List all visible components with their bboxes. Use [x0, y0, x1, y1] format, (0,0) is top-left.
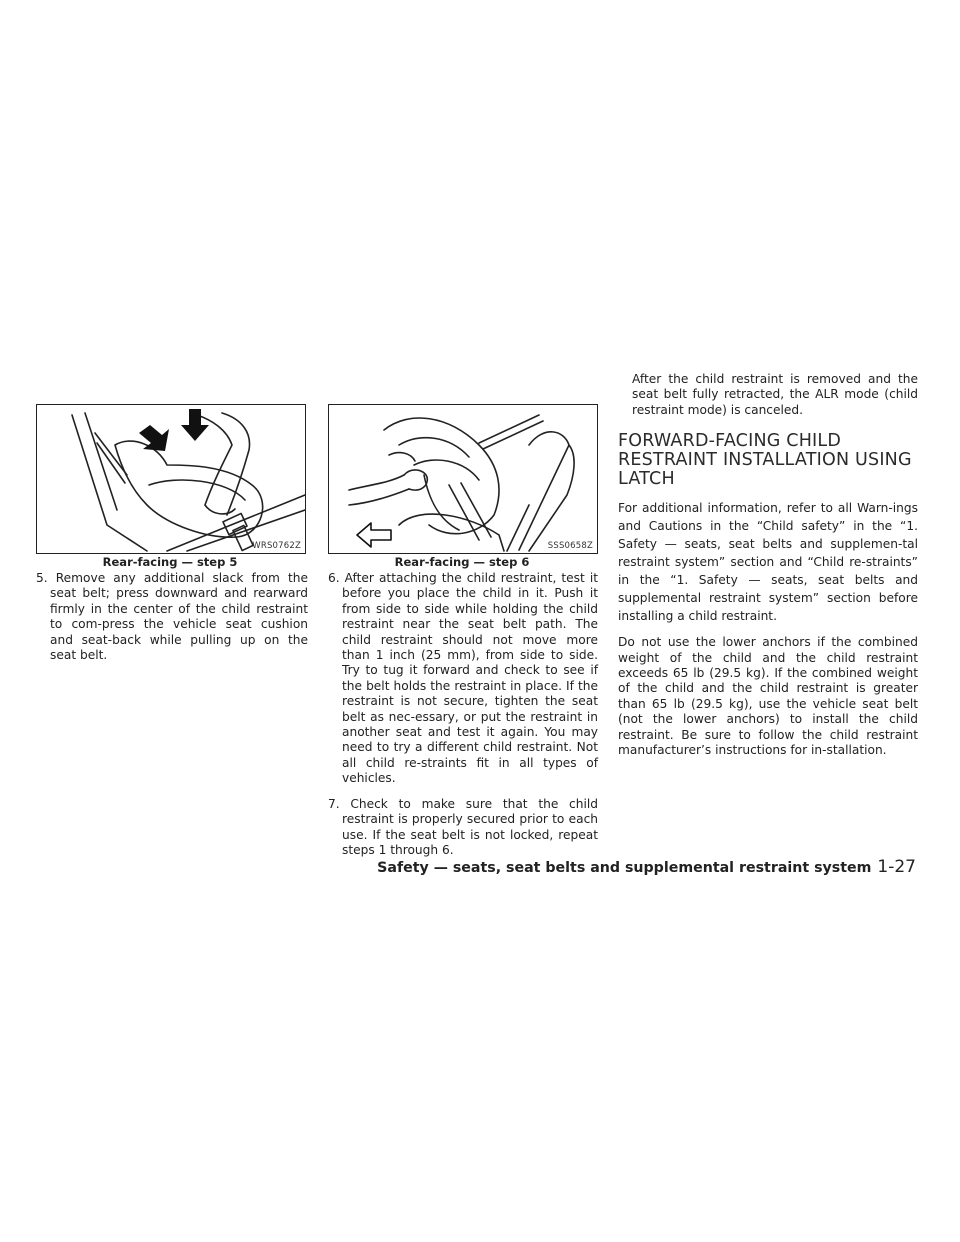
section-heading: FORWARD-FACING CHILD RESTRAINT INSTALLATION USING LATCH [618, 431, 912, 490]
step-5-text: 5. Remove any additional slack from the seat belt; press downward and rearward firmly in the center of the child restraint to com-press the vehicle seat cushion and seat-back while pulling up on the seat belt. [36, 571, 308, 663]
figure-rear-facing-step-5 [36, 404, 306, 554]
section-paragraph-2: Do not use the lower anchors if the combined weight of the child and the child restraint exceeds 65 lb (29.5 kg). If the combined weight of the child and the child restraint is greater than 65 lb (29.5 kg), use the vehicle seat belt (not the lower anchors) to install the child restraint. Be sure to follow the child restraint manufacturer’s instructions for in-stallation. [618, 635, 918, 758]
page-number: 1-27 [877, 857, 916, 877]
column-left [36, 404, 308, 663]
alr-mode-note: After the child restraint is removed and the seat belt fully retracted, the ALR mode (child restraint mode) is canceled. [632, 372, 918, 417]
child-seat-test-illustration [329, 405, 597, 553]
footer-section-title: Safety — seats, seat belts and supplemental restraint system [377, 860, 872, 876]
figure-code: SSS0658Z [547, 541, 593, 551]
figure-rear-facing-step-6 [328, 404, 598, 554]
figure-code: WRS0762Z [252, 541, 301, 551]
seat-belt-illustration [37, 405, 305, 553]
section-paragraph-1: For additional information, refer to all Warn-ings and Cautions in the “Child safety” in the “1. Safety — seats, seat belts and supplemen-tal restraint system” section and “Child re-straints” in the “1. Safety — seats, seat belts and supplemental restraint system” section before installing a child restraint. [618, 501, 918, 624]
step-6-text: 6. After attaching the child restraint, test it before you place the child in it. Push it from side to side while holding the child restraint near the seat belt path. The child restraint should not move more than 1 inch (25 mm), from side to side. Try to tug it forward and check to see if the belt holds the restraint in place. If the restraint is not secure, tighten the seat belt as nec-essary, or put the restraint in another seat and test it again. You may need to try a different child restraint. Not all child re-straints fit in all types of vehicles. [328, 571, 598, 786]
column-middle [328, 404, 598, 858]
column-right [618, 372, 918, 768]
figure-caption: Rear-facing — step 6 [394, 555, 530, 569]
step-7-text: 7. Check to make sure that the child restraint is properly secured prior to each use. If the seat belt is not locked, repeat steps 1 through 6. [328, 796, 598, 857]
figure-caption: Rear-facing — step 5 [102, 555, 238, 569]
page-footer [377, 857, 916, 877]
